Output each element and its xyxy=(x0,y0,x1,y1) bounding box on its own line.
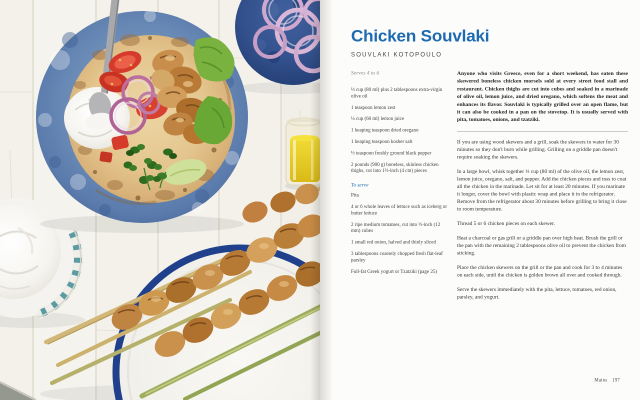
serves-note: Serves 4 to 6 xyxy=(351,70,380,76)
ingredient-item: 1 teaspoon lemon zest xyxy=(351,104,396,111)
ingredient-item: ⅓ cup (80 ml) plus 2 tablespoons extra-virgin olive oil xyxy=(351,87,443,99)
page-fold-shadow xyxy=(310,0,320,400)
recipe-page xyxy=(320,0,640,400)
to-serve-item: 2 ripe medium tomatoes, cut into ½-inch (12 mm) cubes xyxy=(351,221,441,234)
to-serve-item: 1 small red onion, halved and thinly sliced xyxy=(351,239,436,246)
method-step: Heat a charcoal or gas grill or a griddle pan over high heat. Brush the grill or the pan with the remaining 2 tablespoons olive oil to prevent the chicken from sticking. xyxy=(457,234,626,256)
method-step: Thread 5 or 6 chicken pieces on each skewer. xyxy=(457,220,555,227)
ingredient-item: 1 heaping teaspoon kosher salt xyxy=(351,138,413,145)
gutter-shadow xyxy=(320,0,333,400)
recipe-headnote: Anyone who visits Greece, even for a short weekend, has eaten these skewered boneless chicken morsels sold at every street food stall and restaurant. Chicken thighs are cut into cubes and soaked in a marinade of olive oil, lemon juice, and dried oregano, which softens the meat and enhances its flavor. Souvlaki is typically grilled over an open flame, but it can also be cooked in a pan on the stovetop. It is usually served with pita, tomatoes, onions, and tzatziki. xyxy=(457,70,628,123)
ingredient-item: 1 heaping teaspoon dried oregano xyxy=(351,127,419,134)
method-column xyxy=(457,70,628,308)
ingredient-item: 2 pounds (900 g) boneless, skinless chicken thighs, cut into 1½-inch (4 cm) pieces xyxy=(351,161,439,174)
footer-section: Mains xyxy=(594,378,608,383)
method-step: Serve the skewers immediately with the pita, lettuce, tomatoes, red onion, parsley, and yogurt. xyxy=(457,286,617,300)
recipe-title: Chicken Souvlaki xyxy=(351,26,490,46)
to-serve-item: Full-fat Greek yogurt or Tzatziki (page 25) xyxy=(351,268,437,275)
section-divider xyxy=(457,131,628,132)
to-serve-heading: To serve xyxy=(351,182,369,189)
recipe-subtitle: SOUVLAKI KOTOPOULO xyxy=(351,51,443,58)
method-step: Place the chicken skewers on the grill or the pan and cook for 3 to 4 minutes on each side, until the chicken is golden brown all over and cooked through. xyxy=(457,264,623,278)
to-serve-item: 4 or 6 whole leaves of lettuce such as iceberg or butter lettuce xyxy=(351,203,447,216)
ingredient-item: ½ teaspoon freshly ground black pepper xyxy=(351,150,432,156)
to-serve-item: 3 tablespoons coarsely chopped fresh flat-leaf parsley xyxy=(351,250,443,263)
method-step: In a large bowl, whisk together ⅓ cup (80 ml) of the olive oil, the lemon zest, lemon juice, oregano, salt, and pepper. Add the chicken pieces and toss to coat all the chicken in the marinade. Let sit for at least 20 minutes. If you marinate it longer, cover the bowl with plastic wrap and place it in the refrigerator. Remove from the refrigerator about 30 minutes before grilling to bring it close to room temperature. xyxy=(457,168,627,212)
ingredient-item: ¼ cup (60 ml) lemon juice xyxy=(351,116,405,122)
method-step: If you are using wood skewers and a grill, soak the skewers in water for 30 minutes so they don't burn while grilling. Grilling on a griddle pan doesn't require soaking the skewers. xyxy=(457,138,619,160)
to-serve-item: Pita xyxy=(351,192,359,199)
ingredients-column xyxy=(351,70,450,308)
page-footer xyxy=(594,378,620,383)
footer-page-number: 197 xyxy=(612,378,620,383)
